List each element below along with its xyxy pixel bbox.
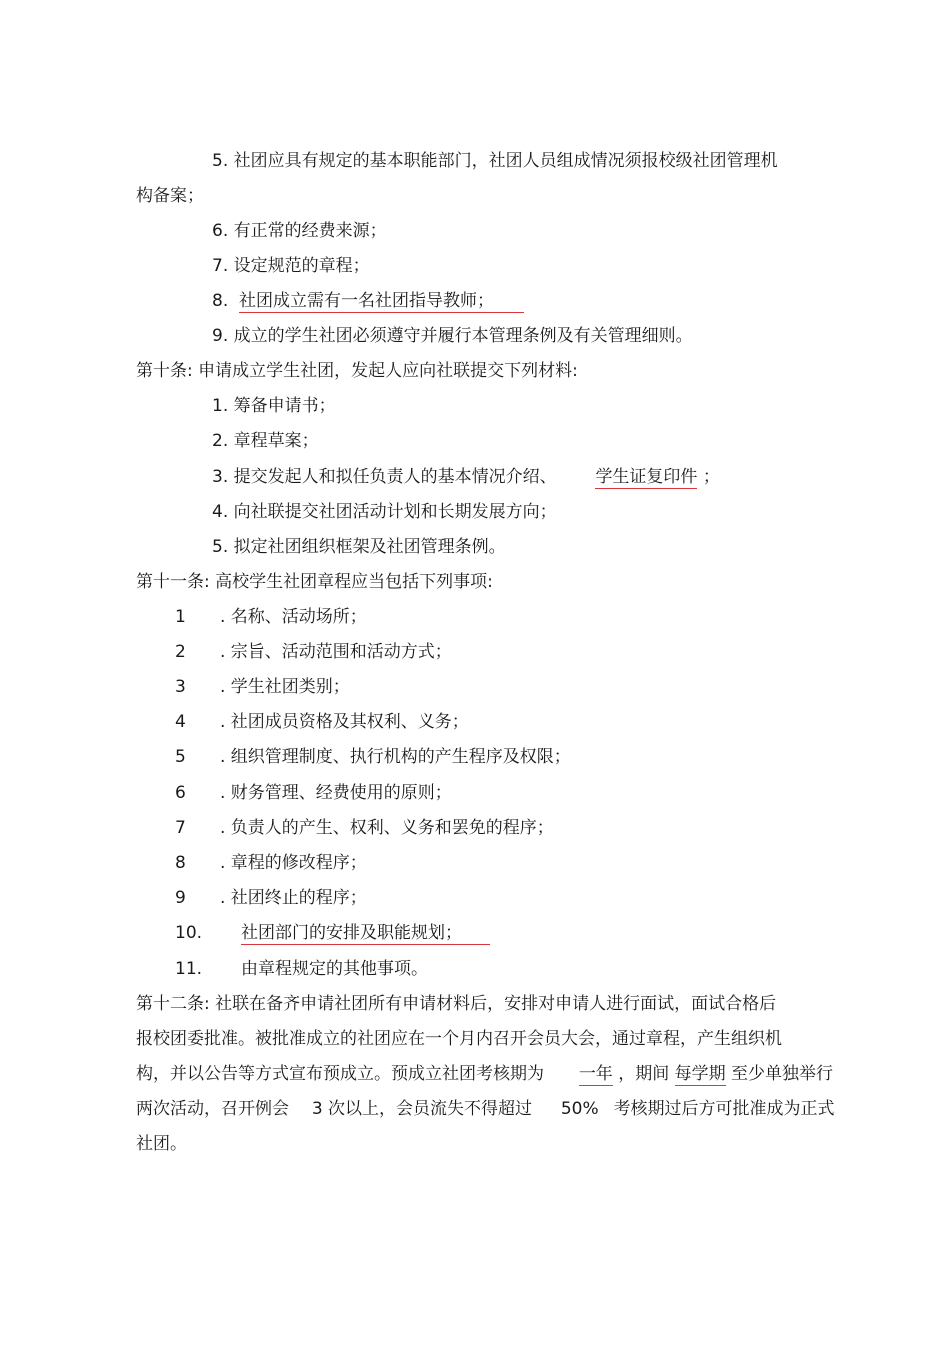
item-8 [212, 290, 524, 312]
article-11-item-number: 8 [175, 853, 186, 873]
article-11-item-text: . 名称、活动场所； [220, 607, 367, 627]
item-5-line-2: 构备案； [136, 186, 204, 206]
article-11-item-10-underlined: 社团部门的安排及职能规划； [241, 923, 490, 945]
article-12-line-5: 社团。 [136, 1134, 187, 1154]
item-8-underlined-text: 社团成立需有一名社团指导教师； [239, 291, 524, 313]
article-10-title: 第十条: 申请成立学生社团，发起人应向社联提交下列材料: [136, 361, 578, 381]
article-11-item-text: . 宗旨、活动范围和活动方式； [220, 642, 452, 662]
article-11-item-number: 4 [175, 712, 186, 732]
article-11-item-number: 2 [175, 642, 186, 662]
article-11-item-10-number: 10. [175, 923, 203, 943]
article-12-line-4-a: 两次活动，召开例会 [136, 1099, 289, 1119]
item-5-line-1: 5. 社团应具有规定的基本职能部门，社团人员组成情况须报校级社团管理机 [212, 151, 778, 171]
article-12-line-4-d: 考核期过后方可批准成为正式 [613, 1099, 835, 1119]
article-11-item-number: 3 [175, 677, 186, 697]
article-11-item-number: 6 [175, 783, 186, 803]
article-12-line-4-percent: 50% [560, 1099, 599, 1119]
article-11-item-number: 5 [175, 747, 186, 767]
article-11-item-11: 由章程规定的其他事项。 [241, 959, 428, 979]
article-10-item-1: 1. 筹备申请书； [212, 396, 336, 416]
article-11-title: 第十一条: 高校学生社团章程应当包括下列事项: [136, 572, 493, 592]
article-10-item-5: 5. 拟定社团组织框架及社团管理条例。 [212, 537, 506, 557]
article-12-line-2: 报校团委批准。被批准成立的社团应在一个月内召开会员大会，通过章程，产生组织机 [136, 1029, 782, 1049]
article-11-item-text: . 章程的修改程序； [220, 853, 367, 873]
article-11-item-text: . 负责人的产生、权利、义务和罢免的程序； [220, 818, 554, 838]
article-10-item-4: 4. 向社联提交社团活动计划和长期发展方向； [212, 502, 557, 522]
student-id-copy-underlined: 学生证复印件 [595, 467, 698, 487]
article-12-line-3-end: 至少单独举行 [731, 1064, 834, 1084]
article-11-item-number: 1 [175, 607, 186, 627]
article-11-item-text: . 社团成员资格及其权利、义务； [220, 712, 469, 732]
article-12-line-3-text: 构，并以公告等方式宣布预成立。预成立社团考核期为 [136, 1064, 544, 1084]
article-11-item-text: . 组织管理制度、执行机构的产生程序及权限； [220, 747, 571, 767]
article-12-line-3 [136, 1063, 833, 1085]
article-12-line-3-mid: ，期间 [618, 1064, 670, 1084]
item-9: 9. 成立的学生社团必须遵守并履行本管理条例及有关管理细则。 [212, 326, 693, 346]
item-6: 6. 有正常的经费来源； [212, 221, 387, 241]
article-11-item-10 [241, 922, 490, 944]
article-12-line-4 [136, 1098, 834, 1120]
article-10-item-3-end: ； [702, 467, 720, 487]
one-year-underlined: 一年 [578, 1064, 613, 1084]
article-11-item-text: . 学生社团类别； [220, 677, 350, 697]
item-7: 7. 设定规范的章程； [212, 256, 370, 276]
article-11-item-11-number: 11. [175, 959, 203, 979]
article-11-item-number: 9 [175, 888, 186, 908]
article-10-item-2: 2. 章程草案； [212, 431, 319, 451]
article-11-item-text: . 社团终止的程序； [220, 888, 367, 908]
article-12-line-1: 第十二条: 社联在备齐申请社团所有申请材料后，安排对申请人进行面试，面试合格后 [136, 994, 777, 1014]
article-10-item-3 [212, 466, 720, 488]
article-11-item-text: . 财务管理、经费使用的原则； [220, 783, 452, 803]
article-11-item-number: 7 [175, 818, 186, 838]
article-12-line-4-b: 3 次以上，会员流失不得超过 [311, 1099, 533, 1119]
item-8-number: 8. [212, 291, 229, 311]
each-semester-underlined: 每学期 [674, 1064, 726, 1084]
article-10-item-3-text: 3. 提交发起人和拟任负责人的基本情况介绍、 [212, 467, 557, 487]
